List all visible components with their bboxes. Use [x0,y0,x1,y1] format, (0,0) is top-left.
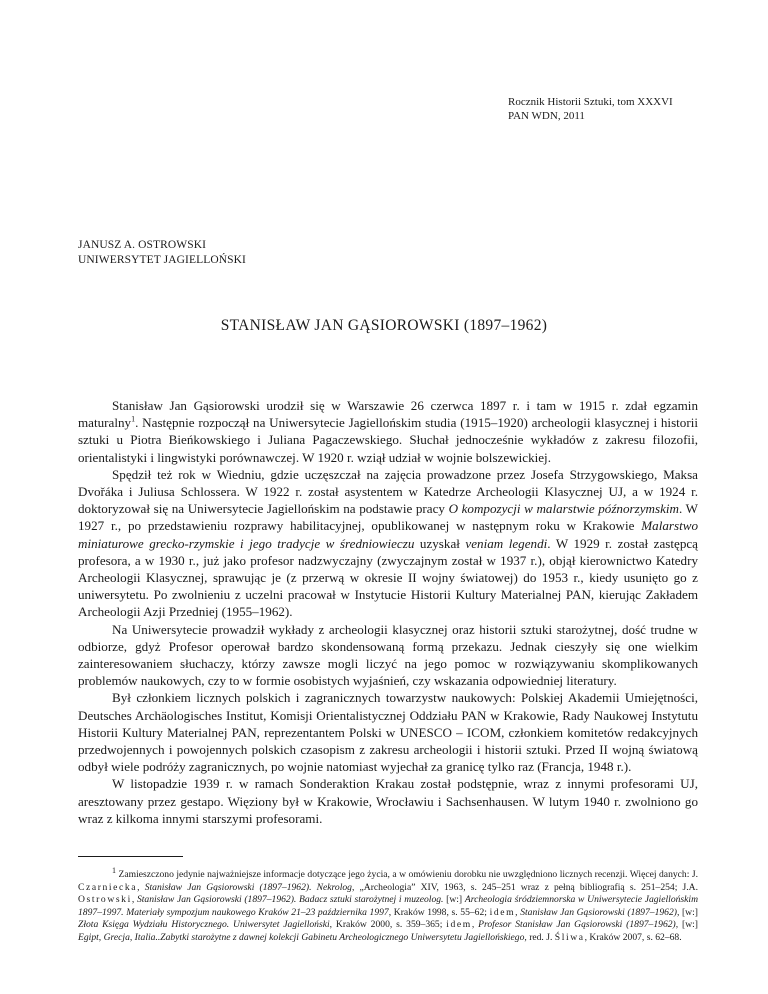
paragraph-4: Był członkiem licznych polskich i zagranicznych towarzystw naukowych: Polskiej Akademii Umiejętności, Deutsches Archäologisches Institut, Komisji Orientalistycznej Oddziału PAN w Krakowie, Rady Naukowej Instytutu Historii Kultury Materialnej PAN, reprezentantem Polski w UNESCO – ICOM, członkiem komitetów redakcyjnych przedwojennych i powojennych polskich czasopism z zakresu archeologii i historii sztuki. Przed II wojną światową odbył wiele podróży zagranicznych, po wojnie natomiast wyjechał za granicę tylko raz (Francja, 1948 r.). [78,690,698,775]
footnote-ref[interactable]: 1 [131,414,136,424]
article-body [78,397,698,827]
journal-title: Rocznik Historii Sztuki, tom XXXVI [508,96,673,108]
footnote-divider [78,856,183,857]
footnote-1: $^1$ Zamieszczono jedynie najważniejsze informacje dotyczące jego życia, a w omówieniu dorobku nie uwzględniono licznych recenzji. Więcej danych: J. Czarniecka, Stanisław Jan Gąsiorowski (1897–1962). Nekrolog, „Archeologia” XIV, 1963, s. 245–251 wraz z pełną bibliografią s. 251–254; J.A. Ostrowski, Stanisław Jan Gąsiorowski (1897–1962). Badacz sztuki starożytnej i muzeolog. [w:] Archeologia śródziemnorska w Uniwersytecie Jagiellońskim 1897–1997. Materiały sympozjum naukowego Kraków 21–23 października 1997, Kraków 1998, s. 55–62; idem, Stanisław Jan Gąsiorowski (1897–1962), [w:] Złota Księga Wydziału Historycznego. Uniwersytet Jagielloński, Kraków 2000, s. 359–365; idem, Profesor Stanisław Jan Gąsiorowski (1897–1962), [w:] Egipt, Grecja, Italia..Zabytki starożytne z dawnej kolekcji Gabinetu Archeologicznego Uniwersytetu Jagiellońskiego, red. J. Śliwa, Kraków 2007, s. 62–68. [78,865,698,943]
paragraph-2: Spędził też rok w Wiedniu, gdzie uczęszczał na zajęcia prowadzone przez Josefa Strzygowskiego, Maksa Dvořáka i Juliusa Schlossera. W 1922 r. został asystentem w Katedrze Archeologii Klasycznej UJ, a w 1924 r. doktoryzował się na Uniwersytecie Jagiellońskim na podstawie pracy O kompozycji w malarstwie późnorzymskim. W 1927 r., po przedstawieniu rozprawy habilitacyjnej, opublikowanej w następnym roku w Krakowie Malarstwo miniaturowe grecko-rzymskie i jego tradycje w średniowieczu uzyskał veniam legendi. W 1929 r. został zastępcą profesora, a w 1930 r., już jako profesor nadzwyczajny (zwyczajnym został w 1937 r.), objął kierownictwo Katedry Archeologii Klasycznej, sprawując je (z przerwą w okresie II wojny światowej) do 1953 r., kiedy usunięto go z uniwersytetu. Po zwolnieniu z uczelni pracował w Instytucie Historii Kultury Materialnej PAN, kierując Zakładem Archeologii Azji Przedniej (1955–1962). [78,466,698,620]
footnote-number: 1 [112,865,116,875]
author-affiliation: UNIWERSYTET JAGIELLOŃSKI [78,254,246,266]
journal-publisher: PAN WDN, 2011 [508,110,585,122]
footnotes [78,865,698,945]
paragraph-1: Stanisław Jan Gąsiorowski urodził się w Warszawie 26 czerwca 1897 r. i tam w 1915 r. zdał egzamin maturalny$^1$. Następnie rozpoczął na Uniwersytecie Jagiellońskim studia (1915–1920) archeologii klasycznej i historii sztuki u Piotra Bieńkowskiego i Juliana Pagaczewskiego. Słuchał jednocześnie wykładów z zakresu filozofii, orientalistyki i lingwistyki porównawczej. W 1920 r. wziął udział w wojnie bolszewickiej. [78,398,698,465]
paragraph-5: W listopadzie 1939 r. w ramach Sonderaktion Krakau został podstępnie, wraz z innymi profesorami UJ, aresztowany przez gestapo. Więziony był w Krakowie, Wrocławiu i Sachsenhausen. W lutym 1940 r. zwolniono go wraz z kilkoma innymi starszymi profesorami. [78,776,698,826]
author-name: JANUSZ A. OSTROWSKI [78,239,207,251]
author-block [78,238,246,268]
article-title: STANISŁAW JAN GĄSIOROWSKI (1897–1962) [220,317,548,334]
journal-header [508,95,673,123]
paragraph-3: Na Uniwersytecie prowadził wykłady z archeologii klasycznej oraz historii sztuki starożytnej, dość trudne w odbiorze, gdyż Profesor operował bardzo skondensowaną formą przekazu. Jednak cieszyły się one wielkim zainteresowaniem słuchaczy, którzy zawsze mogli liczyć na jego pomoc w rozwiązywaniu skomplikowanych problemów naukowych, czy to w formie osobistych wyjaśnień, czy wskazania odpowiedniej literatury. [78,621,698,689]
